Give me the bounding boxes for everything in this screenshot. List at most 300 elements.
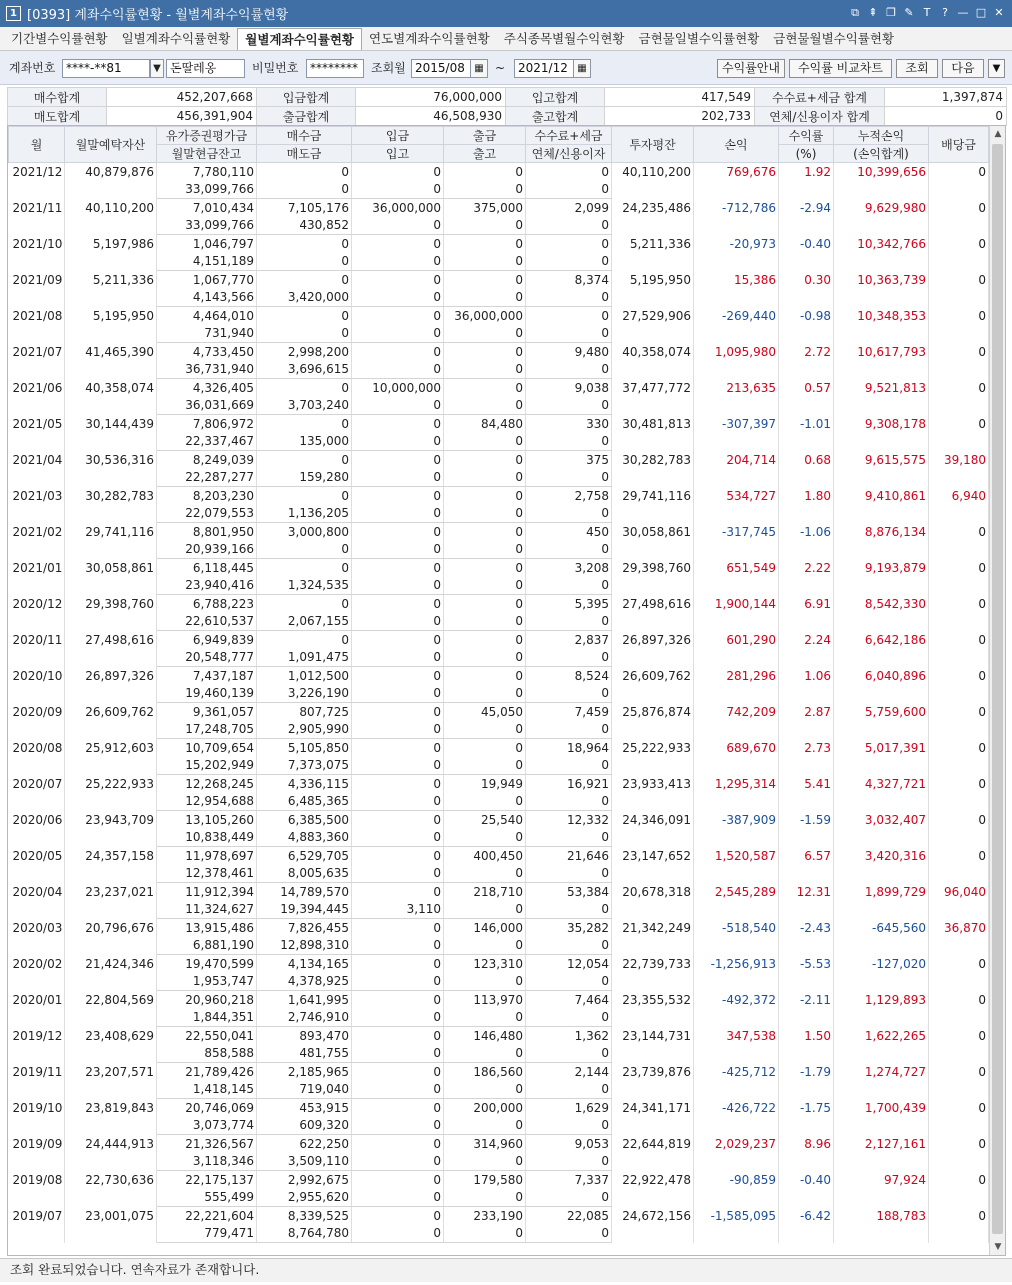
cell-avg-invest: 40,110,200 [612,163,694,199]
cell-in-qty: 0 [352,829,444,847]
cell-in-qty: 0 [352,541,444,559]
maximize-icon[interactable]: □ [975,6,987,19]
summary-table [7,87,1007,126]
cell-pnl: -90,859 [694,1171,779,1207]
cell-month-end-deposit: 23,408,629 [65,1027,157,1063]
cell-month-end-deposit: 29,741,116 [65,523,157,559]
cell-fee-tax: 16,921 [526,775,612,793]
col-cumulative-sub[interactable]: (손익합계) [834,145,929,163]
cell-dividend: 0 [929,271,989,307]
return-guide-button[interactable]: 수익률안내 [717,59,785,78]
cell-rate: -5.53 [779,955,834,991]
cell-month-end-deposit: 23,207,571 [65,1063,157,1099]
tab-period-return[interactable]: 기간별수익률현황 [11,31,108,46]
cell-dividend: 0 [929,523,989,559]
cell-sell-amount: 135,000 [257,433,352,451]
cell-securities-eval: 7,806,972 [157,415,257,433]
cell-rate: 1.80 [779,487,834,523]
table-row[interactable] [9,487,989,505]
cell-overdue-interest: 0 [526,1009,612,1027]
cell-month: 2021/04 [9,451,65,487]
cell-pnl: 1,095,980 [694,343,779,379]
cell-avg-invest: 27,529,906 [612,307,694,343]
table-row[interactable] [9,235,989,253]
edit-icon[interactable]: ✎ [904,6,914,19]
cell-in-qty: 0 [352,793,444,811]
table-row[interactable] [9,595,989,613]
period-label: 조회월 [371,61,406,75]
tab-bar [0,27,1012,51]
tab-daily-return[interactable]: 일별계좌수익률현황 [121,31,231,46]
cell-fee-tax: 375 [526,451,612,469]
cell-securities-eval: 20,960,218 [157,991,257,1009]
cell-month-end-cash: 11,324,627 [157,901,257,919]
cell-withdraw: 0 [444,343,526,361]
restore-size-icon[interactable]: ❐ [886,6,896,19]
cell-dividend: 0 [929,667,989,703]
cell-cumulative: 10,342,766 [834,235,929,271]
scroll-down-icon[interactable]: ▼ [994,1242,1002,1252]
cell-sell-amount: 3,420,000 [257,289,352,307]
tab-monthly-return[interactable]: 월별계좌수익률현황 [237,28,362,50]
cell-buy-amount: 0 [257,163,352,181]
cell-out-qty: 0 [444,1045,526,1063]
cell-withdraw: 179,580 [444,1171,526,1189]
cell-in-qty: 0 [352,1081,444,1099]
table-row[interactable] [9,451,989,469]
tab-yearly-return[interactable]: 연도별계좌수익률현황 [368,31,490,46]
account-label: 계좌번호 [9,61,56,75]
cell-cumulative: 6,642,186 [834,631,929,667]
col-dividend[interactable]: 배당금 [929,127,989,163]
col-month[interactable]: 월 [9,127,65,163]
cell-rate: -0.40 [779,235,834,271]
cell-month: 2021/02 [9,523,65,559]
table-row[interactable] [9,919,989,937]
monthly-return-grid[interactable] [7,125,1006,1256]
cell-withdraw: 25,540 [444,811,526,829]
cell-withdraw: 0 [444,559,526,577]
cell-dividend: 0 [929,415,989,451]
cell-month-end-cash: 33,099,766 [157,181,257,199]
cell-fee-tax: 9,053 [526,1135,612,1153]
cell-avg-invest: 21,342,249 [612,919,694,955]
cell-month-end-deposit: 5,197,986 [65,235,157,271]
cell-withdraw: 45,050 [444,703,526,721]
cell-overdue-interest: 0 [526,505,612,523]
cell-fee-tax: 3,208 [526,559,612,577]
col-withdraw[interactable]: 출금 [444,127,526,145]
cell-month-end-cash: 1,844,351 [157,1009,257,1027]
tab-stock-monthly-return[interactable]: 주식종목별월수익현황 [503,31,625,46]
withdraw-total-label: 출금합계 [257,107,356,126]
cell-overdue-interest: 0 [526,1225,612,1243]
cell-rate: 1.50 [779,1027,834,1063]
table-row[interactable] [9,307,989,325]
cell-sell-amount: 4,378,925 [257,973,352,991]
table-row[interactable] [9,739,989,757]
cell-avg-invest: 24,346,091 [612,811,694,847]
cell-out-qty: 0 [444,325,526,343]
col-pnl[interactable]: 손익 [694,127,779,163]
table-row[interactable] [9,559,989,577]
cell-withdraw: 375,000 [444,199,526,217]
cell-dividend: 0 [929,631,989,667]
cell-fee-tax: 9,480 [526,343,612,361]
cell-sell-amount: 0 [257,541,352,559]
account-name-field: 돈딸레옹 [166,59,245,78]
table-row[interactable] [9,1063,989,1081]
cell-overdue-interest: 0 [526,865,612,883]
cell-avg-invest: 5,211,336 [612,235,694,271]
cell-month-end-deposit: 30,536,316 [65,451,157,487]
cell-rate: 2.73 [779,739,834,775]
cell-cumulative: 1,274,727 [834,1063,929,1099]
cell-pnl: 534,727 [694,487,779,523]
cell-deposit: 0 [352,631,444,649]
cell-buy-amount: 6,385,500 [257,811,352,829]
cell-month-end-cash: 555,499 [157,1189,257,1207]
cell-securities-eval: 11,978,697 [157,847,257,865]
cell-fee-tax: 2,144 [526,1063,612,1081]
cell-avg-invest: 30,058,861 [612,523,694,559]
chevron-down-icon[interactable]: ▼ [988,59,1005,78]
cell-withdraw: 0 [444,595,526,613]
table-row[interactable] [9,271,989,289]
cell-overdue-interest: 0 [526,1189,612,1207]
scroll-thumb[interactable] [992,144,1003,1234]
cell-dividend: 0 [929,559,989,595]
from-month-field[interactable]: 2015/08 [411,59,471,78]
cell-in-qty: 0 [352,1225,444,1243]
cell-rate: 2.22 [779,559,834,595]
table-row[interactable] [9,199,989,217]
cell-in-qty: 0 [352,937,444,955]
cell-month: 2020/02 [9,955,65,991]
cell-month-end-deposit: 22,730,636 [65,1171,157,1207]
cell-in-qty: 0 [352,505,444,523]
cell-month: 2021/01 [9,559,65,595]
cell-withdraw: 113,970 [444,991,526,1009]
cell-in-qty: 0 [352,253,444,271]
scroll-up-icon[interactable]: ▲ [994,129,1002,139]
cell-buy-amount: 0 [257,487,352,505]
cell-sell-amount: 0 [257,253,352,271]
cell-deposit: 0 [352,919,444,937]
cell-avg-invest: 24,672,156 [612,1207,694,1243]
table-row[interactable] [9,1135,989,1153]
cell-month-end-cash: 731,940 [157,325,257,343]
cell-fee-tax: 8,524 [526,667,612,685]
table-row[interactable] [9,955,989,973]
help-icon[interactable]: ? [942,6,948,19]
cell-month: 2021/03 [9,487,65,523]
cell-dividend: 36,870 [929,919,989,955]
cell-buy-amount: 3,000,800 [257,523,352,541]
withdraw-total-value: 46,508,930 [356,107,506,126]
cell-pnl: 601,290 [694,631,779,667]
cell-fee-tax: 450 [526,523,612,541]
col-in-qty[interactable]: 입고 [352,145,444,163]
cell-sell-amount: 430,852 [257,217,352,235]
buy-total-value: 452,207,668 [107,88,257,107]
cell-buy-amount: 0 [257,235,352,253]
cell-cumulative: 9,193,879 [834,559,929,595]
cell-month: 2021/11 [9,199,65,235]
table-row[interactable] [9,883,989,901]
cell-withdraw: 0 [444,523,526,541]
cell-avg-invest: 23,147,652 [612,847,694,883]
cell-buy-amount: 1,012,500 [257,667,352,685]
cell-in-qty: 0 [352,685,444,703]
cell-dividend: 0 [929,1207,989,1243]
next-button[interactable]: 다음 [942,59,984,78]
cell-buy-amount: 2,992,675 [257,1171,352,1189]
cell-out-qty: 0 [444,937,526,955]
cell-in-qty: 0 [352,217,444,235]
cell-fee-tax: 18,964 [526,739,612,757]
cell-in-qty: 0 [352,361,444,379]
cell-month-end-deposit: 40,358,074 [65,379,157,415]
cell-pnl: 204,714 [694,451,779,487]
password-field[interactable]: ******** [306,59,364,78]
tab-gold-daily-return[interactable]: 금현물일별수익률현황 [638,31,760,46]
cell-month: 2019/11 [9,1063,65,1099]
cell-buy-amount: 0 [257,379,352,397]
cell-dividend: 0 [929,955,989,991]
cell-pnl: -426,722 [694,1099,779,1135]
cell-month: 2019/07 [9,1207,65,1243]
cell-month-end-deposit: 25,912,603 [65,739,157,775]
cell-month: 2021/05 [9,415,65,451]
cell-pnl: 281,296 [694,667,779,703]
table-row[interactable] [9,667,989,685]
cell-pnl: -1,256,913 [694,955,779,991]
col-sell-amount[interactable]: 매도금 [257,145,352,163]
cell-rate: 0.57 [779,379,834,415]
cell-fee-tax: 53,384 [526,883,612,901]
cell-rate: 2.24 [779,631,834,667]
table-row[interactable] [9,775,989,793]
deposit-total-value: 76,000,000 [356,88,506,107]
close-icon[interactable]: ✕ [994,6,1004,19]
cell-dividend: 0 [929,1027,989,1063]
cell-dividend: 0 [929,1063,989,1099]
cell-overdue-interest: 0 [526,649,612,667]
cell-avg-invest: 23,144,731 [612,1027,694,1063]
table-row[interactable] [9,811,989,829]
cell-in-qty: 0 [352,469,444,487]
cell-dividend: 0 [929,775,989,811]
cell-out-qty: 0 [444,1153,526,1171]
col-deposit[interactable]: 입금 [352,127,444,145]
status-bar: 조회 완료되었습니다. 연속자료가 존재합니다. [0,1258,1012,1282]
cell-in-qty: 0 [352,433,444,451]
cell-securities-eval: 4,464,010 [157,307,257,325]
cell-out-qty: 0 [444,505,526,523]
cell-withdraw: 36,000,000 [444,307,526,325]
cell-month-end-deposit: 23,237,021 [65,883,157,919]
out-total-label: 출고합계 [506,107,605,126]
cell-month-end-cash: 15,202,949 [157,757,257,775]
table-row[interactable] [9,1027,989,1045]
cell-month: 2019/10 [9,1099,65,1135]
cell-fee-tax: 12,332 [526,811,612,829]
col-month-end-deposit[interactable]: 월말예탁자산 [65,127,157,163]
calendar-icon[interactable]: ▦ [470,59,488,78]
col-month-end-cash[interactable]: 월말현금잔고 [157,145,257,163]
deposit-total-label: 입금합계 [257,88,356,107]
cell-rate: -0.40 [779,1171,834,1207]
cell-month: 2020/10 [9,667,65,703]
col-fee-tax[interactable]: 수수료+세금 [526,127,612,145]
minimize-icon[interactable]: — [957,6,969,19]
col-avg-invest[interactable]: 투자평잔 [612,127,694,163]
account-number-field[interactable]: ****-**81 [62,59,150,78]
cell-pnl: -1,585,095 [694,1207,779,1243]
cell-fee-tax: 0 [526,307,612,325]
cell-avg-invest: 22,644,819 [612,1135,694,1171]
table-row[interactable] [9,343,989,361]
col-rate[interactable]: 수익률 [779,127,834,145]
tab-gold-monthly-return[interactable]: 금현물월별수익률현황 [773,31,895,46]
cell-cumulative: 10,348,353 [834,307,929,343]
cell-month: 2020/08 [9,739,65,775]
cell-sell-amount: 1,324,535 [257,577,352,595]
cell-cumulative: 10,617,793 [834,343,929,379]
cell-month-end-cash: 22,610,537 [157,613,257,631]
table-row[interactable] [9,703,989,721]
overdue-label: 연체/신용이자 합계 [755,107,885,126]
col-overdue-interest[interactable]: 연체/신용이자 [526,145,612,163]
cell-sell-amount: 1,091,475 [257,649,352,667]
cell-sell-amount: 4,883,360 [257,829,352,847]
cell-deposit: 0 [352,739,444,757]
col-cumulative[interactable]: 누적손익 [834,127,929,145]
cell-cumulative: 9,521,813 [834,379,929,415]
cell-withdraw: 0 [444,739,526,757]
table-row[interactable] [9,631,989,649]
cell-sell-amount: 609,320 [257,1117,352,1135]
cell-securities-eval: 12,268,245 [157,775,257,793]
cell-overdue-interest: 0 [526,793,612,811]
cell-withdraw: 0 [444,235,526,253]
cell-month: 2019/09 [9,1135,65,1171]
table-row[interactable] [9,1099,989,1117]
table-row[interactable] [9,991,989,1009]
cell-cumulative: 3,420,316 [834,847,929,883]
vertical-scrollbar[interactable] [989,126,1005,1255]
table-row[interactable] [9,379,989,397]
cell-cumulative: 97,924 [834,1171,929,1207]
in-total-value: 417,549 [605,88,755,107]
cell-overdue-interest: 0 [526,1045,612,1063]
chevron-down-icon[interactable]: ▼ [150,59,164,78]
cell-sell-amount: 8,005,635 [257,865,352,883]
cell-month: 2021/08 [9,307,65,343]
cell-rate: -2.11 [779,991,834,1027]
cell-out-qty: 0 [444,541,526,559]
cell-out-qty: 0 [444,901,526,919]
cell-month-end-cash: 858,588 [157,1045,257,1063]
cell-overdue-interest: 0 [526,829,612,847]
cell-buy-amount: 0 [257,559,352,577]
cell-cumulative: 10,399,656 [834,163,929,199]
cell-sell-amount: 0 [257,181,352,199]
pin-icon[interactable]: ⇞ [868,6,878,19]
cell-month-end-cash: 20,548,777 [157,649,257,667]
col-buy-amount[interactable]: 매수금 [257,127,352,145]
cell-cumulative: 8,876,134 [834,523,929,559]
cell-sell-amount: 2,955,620 [257,1189,352,1207]
cell-buy-amount: 0 [257,271,352,289]
cell-out-qty: 0 [444,829,526,847]
cell-month-end-deposit: 20,796,676 [65,919,157,955]
calendar-icon[interactable]: ▦ [573,59,591,78]
font-size-icon[interactable]: T [923,6,931,19]
cell-pnl: 742,209 [694,703,779,739]
window-titlebar [0,0,1012,27]
cell-withdraw: 0 [444,271,526,289]
cell-avg-invest: 22,739,733 [612,955,694,991]
cell-securities-eval: 8,801,950 [157,523,257,541]
grid-body [9,163,989,1243]
cell-dividend: 0 [929,343,989,379]
cell-in-qty: 0 [352,1009,444,1027]
cell-in-qty: 0 [352,325,444,343]
col-out-qty[interactable]: 출고 [444,145,526,163]
window-title: [0393] 계좌수익률현황 - 월별계좌수익률현황 [27,8,289,23]
cell-month: 2021/07 [9,343,65,379]
query-button[interactable]: 조회 [896,59,938,78]
to-month-field[interactable]: 2021/12 [514,59,574,78]
cell-overdue-interest: 0 [526,685,612,703]
cell-month-end-deposit: 23,943,709 [65,811,157,847]
cell-rate: 5.41 [779,775,834,811]
cell-fee-tax: 12,054 [526,955,612,973]
cell-buy-amount: 0 [257,307,352,325]
compare-chart-button[interactable]: 수익률 비교차트 [789,59,892,78]
cell-buy-amount: 2,185,965 [257,1063,352,1081]
cell-fee-tax: 22,085 [526,1207,612,1225]
cell-overdue-interest: 0 [526,469,612,487]
cell-month: 2021/12 [9,163,65,199]
cell-avg-invest: 27,498,616 [612,595,694,631]
col-securities-eval[interactable]: 유가증권평가금 [157,127,257,145]
cell-deposit: 0 [352,1099,444,1117]
col-rate-unit[interactable]: (%) [779,145,834,163]
table-row[interactable] [9,415,989,433]
table-row[interactable] [9,523,989,541]
cell-month-end-cash: 4,151,189 [157,253,257,271]
cell-deposit: 0 [352,343,444,361]
table-row[interactable] [9,1207,989,1225]
cell-buy-amount: 1,641,995 [257,991,352,1009]
table-row[interactable] [9,1171,989,1189]
cell-pnl: -712,786 [694,199,779,235]
cell-pnl: -20,973 [694,235,779,271]
cell-withdraw: 84,480 [444,415,526,433]
cell-cumulative: 4,327,721 [834,775,929,811]
link-window-icon[interactable]: ⧉ [851,6,859,19]
cell-buy-amount: 14,789,570 [257,883,352,901]
table-row[interactable] [9,847,989,865]
cell-pnl: 2,029,237 [694,1135,779,1171]
cell-pnl: -492,372 [694,991,779,1027]
cell-dividend: 39,180 [929,451,989,487]
cell-avg-invest: 24,341,171 [612,1099,694,1135]
table-row[interactable] [9,163,989,181]
